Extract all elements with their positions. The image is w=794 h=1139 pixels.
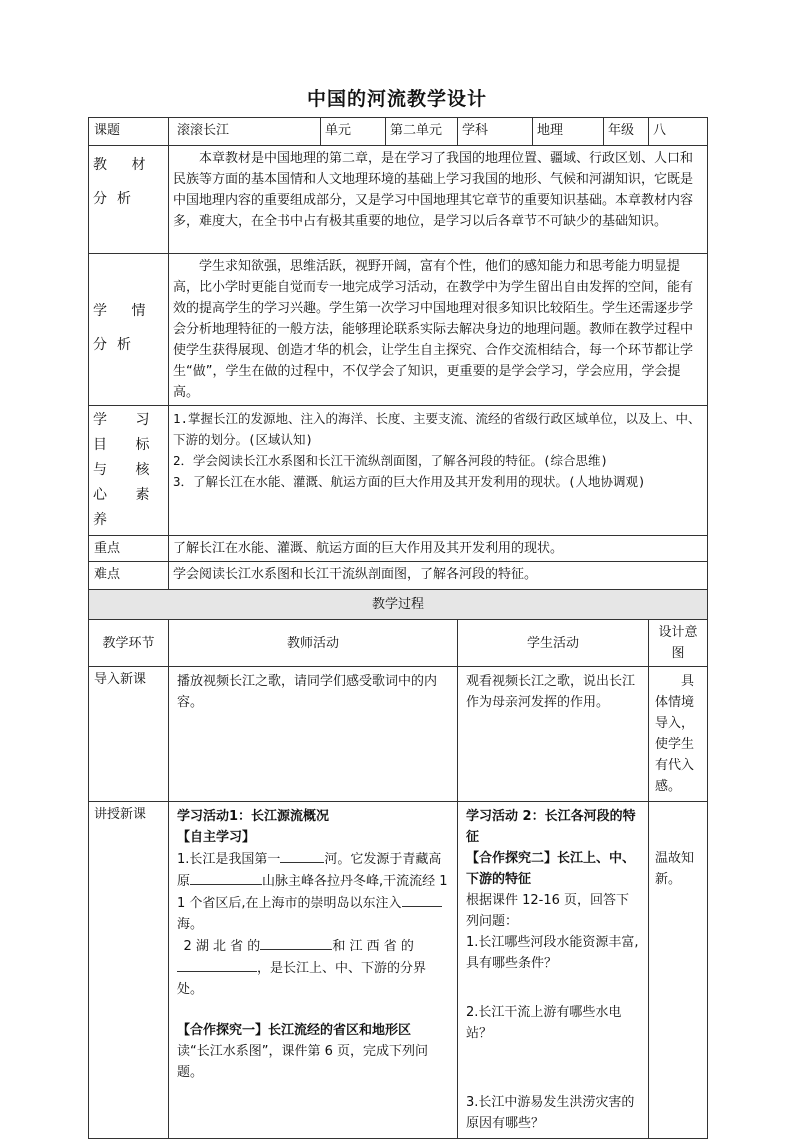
objectives-row [89, 406, 708, 536]
column-student: 学生活动 [458, 620, 649, 667]
question-1: 1.长江是我国第一 河。它发源于青藏高原 山脉主峰各拉丹冬峰,干流流经 11 个省区后,在上海市的崇明岛以东注入海。 [177, 848, 449, 935]
objective-item: 2．学会阅读长江水系图和长江干流纵剖面图，了解各河段的特征。(综合思维) [173, 453, 609, 468]
difficult-point-label: 难点 [89, 562, 169, 590]
answer-blank[interactable] [260, 935, 332, 950]
student-question-3: 3.长江中游易发生洪涝灾害的原因有哪些？ [466, 1095, 635, 1131]
textbook-analysis-label: 教 材 分析 [89, 146, 169, 254]
student-analysis-text: 学生求知欲强，思维活跃，视野开阔，富有个性，他们的感知能力和思考能力明显提高，比小学时更能自觉而专一地完成学习活动，在教学中为学生留出自由发挥的空间，能有效的提高学生的学习兴趣。学生第一次学习中国地理对很多知识比较陌生。学生还需逐步学会分析地理特征的一般方法，能够理论联系实际去解决身边的地理问题。教师在教学过程中使学生获得展现、创造才华的机会，让学生自主探究、合作交流相结合，每一个环节都让学生“做”，学生在做的过程中，不仅学会了知识，更重要的是学会学习，学会应用，学会提高。 [169, 254, 708, 406]
objective-item: 3．了解长江在水能、灌溉、航运方面的巨大作用及其开发利用的现状。(人地协调观) [173, 474, 646, 489]
new-lesson-student-activity [458, 802, 649, 1139]
student-analysis-row [89, 254, 708, 406]
process-header: 教学过程 [89, 590, 708, 620]
answer-blank[interactable] [402, 892, 442, 907]
process-header-row [89, 590, 708, 620]
cooperative-inquiry-2-text: 根据课件 12-16 页，回答下列问题： [466, 893, 630, 929]
question-2: 2 湖 北 省 的 和 江 西 省 的，是长江上、中、下游的分界处。 [177, 935, 449, 1000]
topic-value: 滚滚长江 [169, 118, 321, 146]
activity-2-title: 学习活动 2：长江各河段的特征 [466, 809, 636, 845]
cooperative-inquiry-2-title: 【合作探究二】长江上、中、下游的特征 [466, 851, 636, 887]
difficult-point-row [89, 562, 708, 590]
topic-label: 课题 [89, 118, 169, 146]
intro-stage: 导入新课 [89, 667, 169, 802]
objectives-label: 学 习 目 标 与 核 心 素 养 [89, 406, 169, 536]
page-title: 中国的河流教学设计 [306, 88, 487, 110]
grade-label: 年级 [604, 118, 649, 146]
intro-teacher-activity: 播放视频长江之歌，请同学们感受歌词中的内容。 [169, 667, 458, 802]
student-question-2: 2.长江干流上游有哪些水电站？ [466, 1005, 622, 1041]
subject-label: 学科 [458, 118, 533, 146]
answer-blank[interactable] [280, 848, 324, 863]
student-analysis-label: 学 情 分析 [89, 254, 169, 406]
textbook-analysis-row [89, 146, 708, 254]
intro-student-activity: 观看视频长江之歌，说出长江作为母亲河发挥的作用。 [458, 667, 649, 802]
cooperative-inquiry-1-title: 【合作探究一】长江流经的省区和地形区 [177, 1023, 412, 1038]
process-columns-row [89, 620, 708, 667]
info-row [89, 118, 708, 146]
unit-label: 单元 [321, 118, 386, 146]
new-lesson-teacher-activity [169, 802, 458, 1139]
column-intent: 设计意图 [649, 620, 708, 667]
intro-row [89, 667, 708, 802]
cooperative-inquiry-1-text: 读“长江水系图”，课件第 6 页，完成下列问题。 [177, 1044, 429, 1080]
objective-item: 1.掌握长江的发源地、注入的海洋、长度、主要支流、流经的省级行政区域单位，以及上、中、下游的划分。(区域认知) [173, 411, 701, 447]
intro-intent: 具体情境导入，使学生有代入感。 [649, 667, 708, 802]
activity-1-title: 学习活动1：长江源流概况 [177, 809, 330, 824]
new-lesson-stage: 讲授新课 [89, 802, 169, 1139]
student-question-1: 1.长江哪些河段水能资源丰富,具有哪些条件？ [466, 935, 639, 971]
column-stage: 教学环节 [89, 620, 169, 667]
textbook-analysis-text: 本章教材是中国地理的第二章，是在学习了我国的地理位置、疆域、行政区划、人口和民族等方面的基本国情和人文地理环境的基础上学习我国的地形、气候和河湖知识，它既是中国地理内容的重要组成部分，又是学习中国地理其它章节的重要知识基础。本章教材内容多，难度大，在全书中占有极其重要的地位，是学习以后各章节不可缺少的基础知识。 [169, 146, 708, 254]
unit-value: 第二单元 [386, 118, 458, 146]
lesson-plan-table [88, 117, 708, 1139]
answer-blank[interactable] [190, 870, 262, 885]
self-study-heading: 【自主学习】 [177, 830, 256, 845]
answer-blank[interactable] [177, 957, 257, 972]
new-lesson-intent: 温故知新。 [649, 802, 708, 1139]
objectives-list [169, 406, 708, 536]
key-point-text: 了解长江在水能、灌溉、航运方面的巨大作用及其开发利用的现状。 [169, 536, 708, 562]
column-teacher: 教师活动 [169, 620, 458, 667]
key-point-row [89, 536, 708, 562]
subject-value: 地理 [533, 118, 604, 146]
difficult-point-text: 学会阅读长江水系图和长江干流纵剖面图，了解各河段的特征。 [169, 562, 708, 590]
grade-value: 八 [649, 118, 708, 146]
new-lesson-row [89, 802, 708, 1139]
key-point-label: 重点 [89, 536, 169, 562]
